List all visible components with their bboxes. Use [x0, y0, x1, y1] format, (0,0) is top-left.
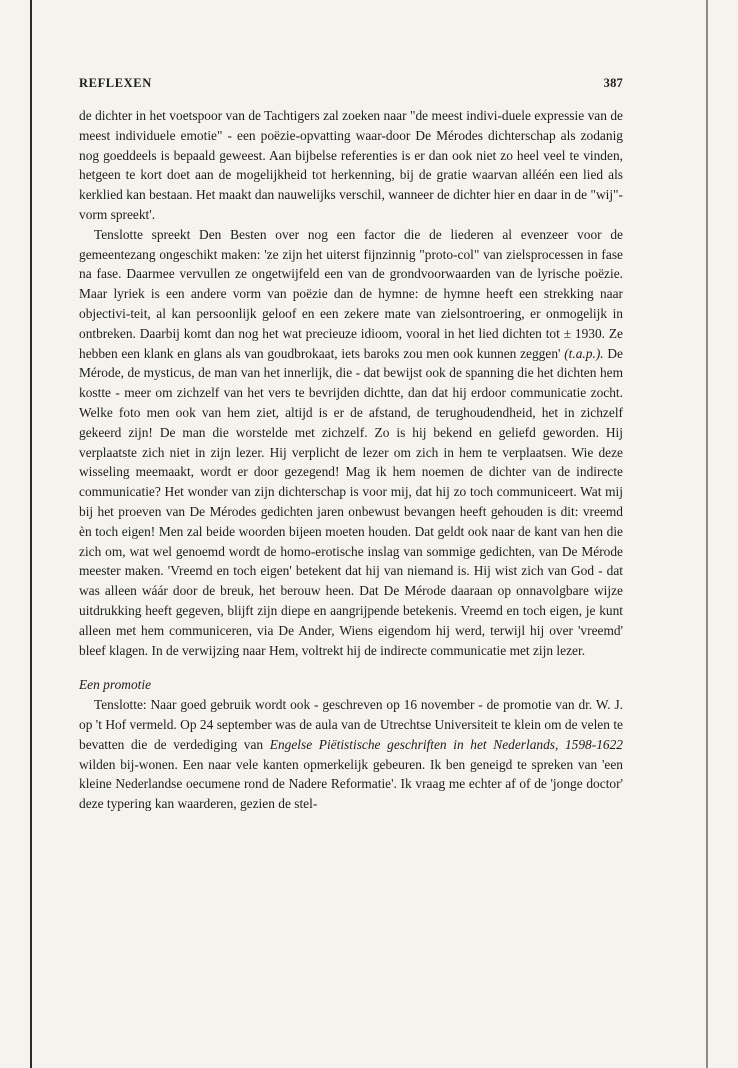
section-paragraph — [79, 695, 623, 814]
paragraph-1: de dichter in het voetspoor van de Tachtigers zal zoeken naar "de meest indivi-duele expressie van de meest individuele emotie" - een poëzie-opvatting waar-door De Mérodes dichterschap als zodanig nog goeddeels is bepaald geweest. Aan bijbelse referenties is er dan ook niet zo heel veel te vinden, hetgeen te kort doet aan de mogelijkheid tot herkenning, bij de gratie waarvan alléén een lied als kerklied kan bestaan. Het maakt dan nauwelijks verschil, wanneer de dichter hier en daar in de "wij"-vorm spreekt'. — [79, 108, 623, 222]
paragraph-2 — [79, 225, 623, 661]
page-number: 387 — [603, 76, 623, 90]
book-title: Engelse Piëtistische geschriften in het Nederlands, 1598-1622 — [269, 736, 623, 752]
section-heading: Een promotie — [79, 677, 152, 693]
page-body — [79, 106, 623, 814]
page-edge-left — [30, 0, 32, 1068]
page-edge-right — [706, 0, 708, 1068]
section-text-b: wilden bij-wonen. Een naar vele kanten opmerkelijk gebeuren. Ik ben geneigd te spreken van 'een kleine Nederlandse oecumene rond de Nadere Reformatie'. Ik vraag me echter af of de 'jonge doctor' deze typering kan waarderen, gezien de stel- — [79, 756, 623, 812]
paragraph-2-text-a: Tenslotte spreekt Den Besten over nog een factor die de liederen al evenzeer voor de gemeentezang ongeschikt maken: 'ze zijn het uiterst fijnzinnig "proto-col" van zielsprocessen in fase na fase. Daarmee vervullen ze ongetwijfeld een van de grondvoorwaarden van de lyrische poëzie. Maar lyriek is een andere vorm van poëzie dan de hymne: de hymne heeft een strekking naar objectivi-teit, al kan persoonlijk geloof en een zekere mate van zielsontroering, er onmogelijk in ontbreken. Daarbij komt dan nog het wat precieuze idioom, vooral in het lied dichten tot ± 1930. Ze hebben een klank en glans als van goudbrokaat, iets baroks zou men ook kunnen zeggen' — [79, 226, 623, 361]
running-title: REFLEXEN — [79, 76, 152, 90]
paragraph-2-text-b: De Mérode, de mysticus, de man van het innerlijk, die - dat bewijst ook de spanning die het dichten hem kostte - meer om zichzelf van het vers te bevrijden dichtte, dan dat hij erdoor communicatie zocht. Welke foto men ook van hem ziet, altijd is er de afstand, de terughoudendheid, het in zichzelf gekeerd zijn! De man die worstelde met zichzelf. Zo is hij bekend en geliefd geworden. Hij verplaatste zich niet in zijn lezer. Hij verplicht de lezer om zich in hem te verplaatsen. Wie deze wisseling meemaakt, wordt er door gezegend! Mag ik hem noemen de dichter van de indirecte communicatie? Het wonder van zijn dichterschap is voor mij, dat hij zo toch communiceert. Wat mij bij het proeven van De Mérodes gedichten jaren onbewust bevangen heeft gehouden is dit: vreemd èn toch eigen! Men zal beide woorden bijeen moeten houden. Dat geldt ook naar de kant van hen die zich om, wat wel genoemd wordt de homo-erotische inslag van sommige gedichten, van De Mérode meester maken. 'Vreemd en toch eigen' betekent dat hij van niemand is. Hij wist zich van God - dat was alleen wáár door de breuk, het berouw heen. Dat De Mérode daaraan op onnavolgbare wijze uitdrukking heeft gegeven, blijft zijn diepe en aangrijpende betekenis. Vreemd en toch eigen, je kunt alleen met hem communiceren, via De Ander, Wiens eigendom hij werd, terwijl hij over 'vreemd' bleef klagen. In de verwijzing naar Hem, voltrekt hij de indirecte communicatie met zijn lezer. — [79, 345, 624, 658]
citation: (t.a.p.). — [564, 345, 604, 361]
section-text-a: Tenslotte: Naar goed gebruik wordt ook - geschreven op 16 november - de promotie van dr. W. J. op 't Hof vermeld. Op 24 september was de aula van de Utrechtse Universiteit te klein om de velen te bevatten die de verdediging van — [79, 697, 623, 752]
